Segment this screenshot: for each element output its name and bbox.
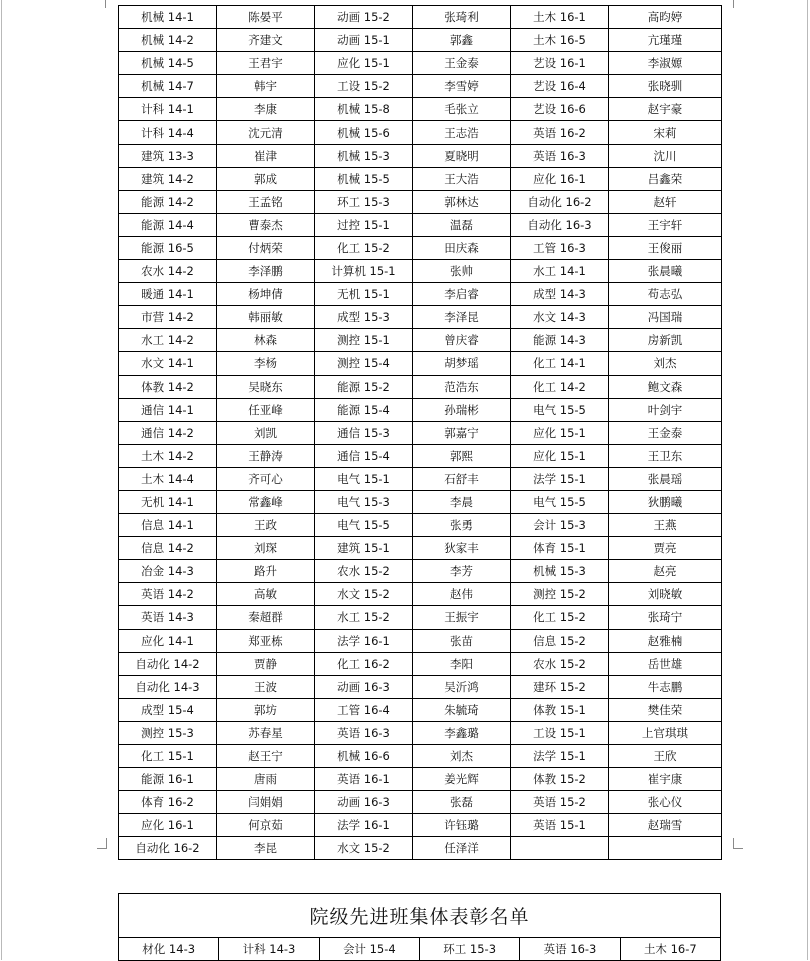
class-cell: 工设 15-1	[511, 721, 609, 744]
name-cell: 王波	[217, 675, 315, 698]
name-cell: 杨坤倩	[217, 283, 315, 306]
margin-mark-bottom-right-h	[733, 848, 743, 849]
class-cell: 自动化 16-2	[511, 190, 609, 213]
name-cell: 王静涛	[217, 444, 315, 467]
name-cell: 王金泰	[413, 52, 511, 75]
name-cell: 冯国瑞	[609, 306, 722, 329]
name-cell: 郭鑫	[413, 29, 511, 52]
table-row	[119, 745, 722, 768]
name-cell: 田庆森	[413, 236, 511, 259]
class-cell: 英语 16-3	[511, 144, 609, 167]
class-cell: 化工 15-2	[511, 606, 609, 629]
class-cell: 体教 15-2	[511, 768, 609, 791]
class-cell: 农水 15-2	[511, 652, 609, 675]
table-row	[119, 791, 722, 814]
name-cell: 岳世雄	[609, 652, 722, 675]
name-cell: 王俊丽	[609, 236, 722, 259]
name-cell: 赵瑞雪	[609, 814, 722, 837]
name-cell: 齐可心	[217, 467, 315, 490]
name-cell: 王金泰	[609, 421, 722, 444]
name-cell: 苏春星	[217, 721, 315, 744]
table-row	[119, 213, 722, 236]
name-cell: 张勇	[413, 514, 511, 537]
class-cell: 信息 15-2	[511, 629, 609, 652]
class-cell: 市营 14-2	[119, 306, 217, 329]
class-cell: 自动化 16-2	[119, 837, 217, 860]
name-cell: 郭嘉宁	[413, 421, 511, 444]
class-cell: 英语 15-1	[511, 814, 609, 837]
name-cell: 韩丽敏	[217, 306, 315, 329]
table-row	[119, 283, 722, 306]
class-cell: 通信 15-4	[315, 444, 413, 467]
name-cell: 夏晓明	[413, 144, 511, 167]
award-class-cell: 计科 14-3	[219, 938, 319, 961]
name-cell: 赵雅楠	[609, 629, 722, 652]
class-cell: 农水 14-2	[119, 260, 217, 283]
class-cell: 英语 16-3	[315, 721, 413, 744]
name-cell: 张磊	[413, 791, 511, 814]
award-class-table	[118, 937, 721, 961]
name-cell: 亢瑾瑾	[609, 29, 722, 52]
page-right-edge	[807, 0, 808, 960]
name-cell: 王志浩	[413, 121, 511, 144]
class-cell: 通信 15-3	[315, 421, 413, 444]
table-row	[119, 329, 722, 352]
class-cell: 机械 14-2	[119, 29, 217, 52]
class-cell: 应化 15-1	[315, 52, 413, 75]
name-cell: 王君宇	[217, 52, 315, 75]
name-cell: 路升	[217, 560, 315, 583]
table-row	[119, 583, 722, 606]
class-cell: 动画 15-2	[315, 6, 413, 29]
class-cell: 建筑 15-1	[315, 537, 413, 560]
name-cell: 高敏	[217, 583, 315, 606]
class-cell: 动画 16-3	[315, 791, 413, 814]
name-cell: 石舒丰	[413, 467, 511, 490]
name-cell: 温磊	[413, 213, 511, 236]
name-cell: 王燕	[609, 514, 722, 537]
class-cell: 英语 14-2	[119, 583, 217, 606]
table-row	[119, 768, 722, 791]
class-cell: 自动化 14-3	[119, 675, 217, 698]
class-cell: 机械 15-6	[315, 121, 413, 144]
class-cell: 过控 15-1	[315, 213, 413, 236]
name-cell: 房新凯	[609, 329, 722, 352]
margin-mark-bottom-left-v	[106, 838, 107, 849]
class-cell: 艺设 16-6	[511, 98, 609, 121]
class-cell: 成型 15-3	[315, 306, 413, 329]
award-class-row	[119, 938, 721, 961]
name-cell: 范浩东	[413, 375, 511, 398]
class-cell: 会计 15-3	[511, 514, 609, 537]
name-cell: 任泽洋	[413, 837, 511, 860]
award-class-cell: 材化 14-3	[119, 938, 219, 961]
table-row	[119, 837, 722, 860]
table-row	[119, 398, 722, 421]
name-cell: 李泽昆	[413, 306, 511, 329]
name-cell: 李鑫璐	[413, 721, 511, 744]
class-cell: 工管 16-4	[315, 698, 413, 721]
name-cell: 陈晏平	[217, 6, 315, 29]
name-cell: 李昆	[217, 837, 315, 860]
class-cell: 动画 16-3	[315, 675, 413, 698]
class-cell: 土木 14-4	[119, 467, 217, 490]
name-cell: 赵轩	[609, 190, 722, 213]
name-cell: 唐雨	[217, 768, 315, 791]
class-cell: 能源 15-4	[315, 398, 413, 421]
class-cell: 法学 15-1	[511, 467, 609, 490]
class-cell: 电气 15-5	[315, 514, 413, 537]
class-cell: 英语 16-2	[511, 121, 609, 144]
table-row	[119, 98, 722, 121]
table-row	[119, 260, 722, 283]
class-cell	[511, 837, 609, 860]
class-cell: 能源 15-2	[315, 375, 413, 398]
class-cell: 机械 14-1	[119, 6, 217, 29]
name-cell: 刘凯	[217, 421, 315, 444]
table-row	[119, 167, 722, 190]
name-cell: 韩宇	[217, 75, 315, 98]
honor-list-table	[118, 5, 722, 860]
class-cell: 能源 14-2	[119, 190, 217, 213]
table-row	[119, 144, 722, 167]
class-cell: 电气 15-3	[315, 490, 413, 513]
name-cell	[609, 837, 722, 860]
table-row	[119, 6, 722, 29]
class-cell: 能源 16-5	[119, 236, 217, 259]
class-cell: 法学 15-1	[511, 745, 609, 768]
name-cell: 李康	[217, 98, 315, 121]
table-row	[119, 814, 722, 837]
class-cell: 应化 15-1	[511, 421, 609, 444]
name-cell: 苟志弘	[609, 283, 722, 306]
name-cell: 曹泰杰	[217, 213, 315, 236]
class-cell: 建筑 13-3	[119, 144, 217, 167]
table-row	[119, 306, 722, 329]
class-cell: 艺设 16-4	[511, 75, 609, 98]
name-cell: 王卫东	[609, 444, 722, 467]
class-cell: 无机 15-1	[315, 283, 413, 306]
table-row	[119, 560, 722, 583]
class-cell: 艺设 16-1	[511, 52, 609, 75]
name-cell: 李泽鹏	[217, 260, 315, 283]
class-cell: 自动化 14-2	[119, 652, 217, 675]
class-cell: 测控 15-4	[315, 352, 413, 375]
class-cell: 测控 15-3	[119, 721, 217, 744]
class-cell: 计科 14-4	[119, 121, 217, 144]
table-row	[119, 190, 722, 213]
name-cell: 闫娟娟	[217, 791, 315, 814]
name-cell: 付炳荣	[217, 236, 315, 259]
class-cell: 水文 15-2	[315, 837, 413, 860]
class-cell: 英语 14-3	[119, 606, 217, 629]
name-cell: 叶剑宇	[609, 398, 722, 421]
award-section-title: 院级先进班集体表彰名单	[118, 893, 721, 937]
name-cell: 贾亮	[609, 537, 722, 560]
name-cell: 赵宇豪	[609, 98, 722, 121]
class-cell: 自动化 16-3	[511, 213, 609, 236]
class-cell: 建筑 14-2	[119, 167, 217, 190]
name-cell: 郭林达	[413, 190, 511, 213]
class-cell: 体育 15-1	[511, 537, 609, 560]
class-cell: 暖通 14-1	[119, 283, 217, 306]
margin-mark-top-left	[105, 0, 106, 8]
class-cell: 机械 14-7	[119, 75, 217, 98]
table-row	[119, 236, 722, 259]
table-row	[119, 121, 722, 144]
name-cell: 牛志鹏	[609, 675, 722, 698]
name-cell: 沈元清	[217, 121, 315, 144]
table-row	[119, 467, 722, 490]
class-cell: 土木 16-5	[511, 29, 609, 52]
class-cell: 水文 15-2	[315, 583, 413, 606]
class-cell: 计算机 15-1	[315, 260, 413, 283]
name-cell: 张晓驯	[609, 75, 722, 98]
table-row	[119, 606, 722, 629]
class-cell: 土木 14-2	[119, 444, 217, 467]
name-cell: 崔津	[217, 144, 315, 167]
class-cell: 体教 15-1	[511, 698, 609, 721]
name-cell: 齐建文	[217, 29, 315, 52]
class-cell: 化工 15-2	[315, 236, 413, 259]
name-cell: 贾静	[217, 652, 315, 675]
margin-mark-bottom-right-v	[733, 838, 734, 849]
name-cell: 王宇轩	[609, 213, 722, 236]
class-cell: 成型 14-3	[511, 283, 609, 306]
class-cell: 体教 14-2	[119, 375, 217, 398]
award-class-cell: 土木 16-7	[620, 938, 720, 961]
class-cell: 机械 14-5	[119, 52, 217, 75]
table-row	[119, 652, 722, 675]
name-cell: 王振宇	[413, 606, 511, 629]
name-cell: 张琦利	[413, 6, 511, 29]
class-cell: 能源 14-4	[119, 213, 217, 236]
name-cell: 李雪婷	[413, 75, 511, 98]
name-cell: 张晨曦	[609, 260, 722, 283]
class-cell: 能源 16-1	[119, 768, 217, 791]
table-row	[119, 29, 722, 52]
table-row	[119, 721, 722, 744]
name-cell: 李杨	[217, 352, 315, 375]
class-cell: 法学 16-1	[315, 629, 413, 652]
class-cell: 测控 15-1	[315, 329, 413, 352]
class-cell: 动画 15-1	[315, 29, 413, 52]
name-cell: 王政	[217, 514, 315, 537]
name-cell: 吴沂鸿	[413, 675, 511, 698]
table-row	[119, 421, 722, 444]
name-cell: 刘杰	[413, 745, 511, 768]
class-cell: 水工 15-2	[315, 606, 413, 629]
class-cell: 应化 15-1	[511, 444, 609, 467]
margin-mark-top-right	[733, 0, 734, 8]
class-cell: 机械 15-8	[315, 98, 413, 121]
name-cell: 胡梦瑶	[413, 352, 511, 375]
name-cell: 任亚峰	[217, 398, 315, 421]
name-cell: 沈川	[609, 144, 722, 167]
name-cell: 曾庆睿	[413, 329, 511, 352]
name-cell: 高昀婷	[609, 6, 722, 29]
name-cell: 李淑嫄	[609, 52, 722, 75]
name-cell: 赵伟	[413, 583, 511, 606]
name-cell: 许钰璐	[413, 814, 511, 837]
name-cell: 鲍文森	[609, 375, 722, 398]
name-cell: 吕鑫荣	[609, 167, 722, 190]
class-cell: 机械 15-5	[315, 167, 413, 190]
class-cell: 水文 14-3	[511, 306, 609, 329]
class-cell: 水工 14-2	[119, 329, 217, 352]
class-cell: 工管 16-3	[511, 236, 609, 259]
name-cell: 王欣	[609, 745, 722, 768]
class-cell: 土木 16-1	[511, 6, 609, 29]
table-row	[119, 514, 722, 537]
table-row	[119, 537, 722, 560]
name-cell: 姜光辉	[413, 768, 511, 791]
class-cell: 机械 15-3	[315, 144, 413, 167]
name-cell: 郑亚栋	[217, 629, 315, 652]
table-row	[119, 675, 722, 698]
table-row	[119, 52, 722, 75]
class-cell: 能源 14-3	[511, 329, 609, 352]
name-cell: 上官琪琪	[609, 721, 722, 744]
class-cell: 水工 14-1	[511, 260, 609, 283]
class-cell: 环工 15-3	[315, 190, 413, 213]
table-row	[119, 75, 722, 98]
class-cell: 英语 15-2	[511, 791, 609, 814]
class-cell: 测控 15-2	[511, 583, 609, 606]
class-cell: 农水 15-2	[315, 560, 413, 583]
table-row	[119, 352, 722, 375]
class-cell: 化工 14-2	[511, 375, 609, 398]
class-cell: 成型 15-4	[119, 698, 217, 721]
award-class-cell: 会计 15-4	[319, 938, 419, 961]
class-cell: 通信 14-2	[119, 421, 217, 444]
class-cell: 建环 15-2	[511, 675, 609, 698]
award-class-cell: 英语 16-3	[520, 938, 620, 961]
name-cell: 孙瑞彬	[413, 398, 511, 421]
name-cell: 李晨	[413, 490, 511, 513]
class-cell: 电气 15-5	[511, 490, 609, 513]
name-cell: 朱毓琦	[413, 698, 511, 721]
class-cell: 通信 14-1	[119, 398, 217, 421]
class-cell: 化工 14-1	[511, 352, 609, 375]
class-cell: 电气 15-5	[511, 398, 609, 421]
class-cell: 化工 16-2	[315, 652, 413, 675]
name-cell: 张晨瑶	[609, 467, 722, 490]
class-cell: 法学 16-1	[315, 814, 413, 837]
name-cell: 李启睿	[413, 283, 511, 306]
class-cell: 信息 14-1	[119, 514, 217, 537]
class-cell: 无机 14-1	[119, 490, 217, 513]
table-row	[119, 629, 722, 652]
name-cell: 毛张立	[413, 98, 511, 121]
name-cell: 李阳	[413, 652, 511, 675]
name-cell: 林森	[217, 329, 315, 352]
class-cell: 应化 16-1	[119, 814, 217, 837]
name-cell: 秦超群	[217, 606, 315, 629]
honor-list-body	[119, 6, 722, 860]
name-cell: 赵亮	[609, 560, 722, 583]
class-cell: 水文 14-1	[119, 352, 217, 375]
name-cell: 郭熙	[413, 444, 511, 467]
name-cell: 张苗	[413, 629, 511, 652]
class-cell: 应化 16-1	[511, 167, 609, 190]
name-cell: 张帅	[413, 260, 511, 283]
name-cell: 郭成	[217, 167, 315, 190]
table-row	[119, 375, 722, 398]
award-class-cell: 环工 15-3	[419, 938, 519, 961]
class-cell: 计科 14-1	[119, 98, 217, 121]
name-cell: 王大浩	[413, 167, 511, 190]
name-cell: 郭坊	[217, 698, 315, 721]
name-cell: 赵王宁	[217, 745, 315, 768]
class-cell: 化工 15-1	[119, 745, 217, 768]
class-cell: 英语 16-1	[315, 768, 413, 791]
name-cell: 刘杰	[609, 352, 722, 375]
class-cell: 信息 14-2	[119, 537, 217, 560]
name-cell: 王孟铭	[217, 190, 315, 213]
class-cell: 体育 16-2	[119, 791, 217, 814]
class-cell: 应化 14-1	[119, 629, 217, 652]
name-cell: 吴晓东	[217, 375, 315, 398]
class-cell: 电气 15-1	[315, 467, 413, 490]
class-cell: 工设 15-2	[315, 75, 413, 98]
table-row	[119, 698, 722, 721]
name-cell: 张心仪	[609, 791, 722, 814]
name-cell: 樊佳荣	[609, 698, 722, 721]
class-cell: 机械 15-3	[511, 560, 609, 583]
table-row	[119, 490, 722, 513]
name-cell: 何京茹	[217, 814, 315, 837]
name-cell: 狄鹏曦	[609, 490, 722, 513]
name-cell: 常鑫峰	[217, 490, 315, 513]
name-cell: 刘晓敏	[609, 583, 722, 606]
class-cell: 冶金 14-3	[119, 560, 217, 583]
name-cell: 宋莉	[609, 121, 722, 144]
table-row	[119, 444, 722, 467]
name-cell: 李芳	[413, 560, 511, 583]
class-cell: 机械 16-6	[315, 745, 413, 768]
page-left-edge	[1, 0, 2, 960]
name-cell: 狄家丰	[413, 537, 511, 560]
name-cell: 崔宇康	[609, 768, 722, 791]
name-cell: 刘琛	[217, 537, 315, 560]
name-cell: 张琦宁	[609, 606, 722, 629]
